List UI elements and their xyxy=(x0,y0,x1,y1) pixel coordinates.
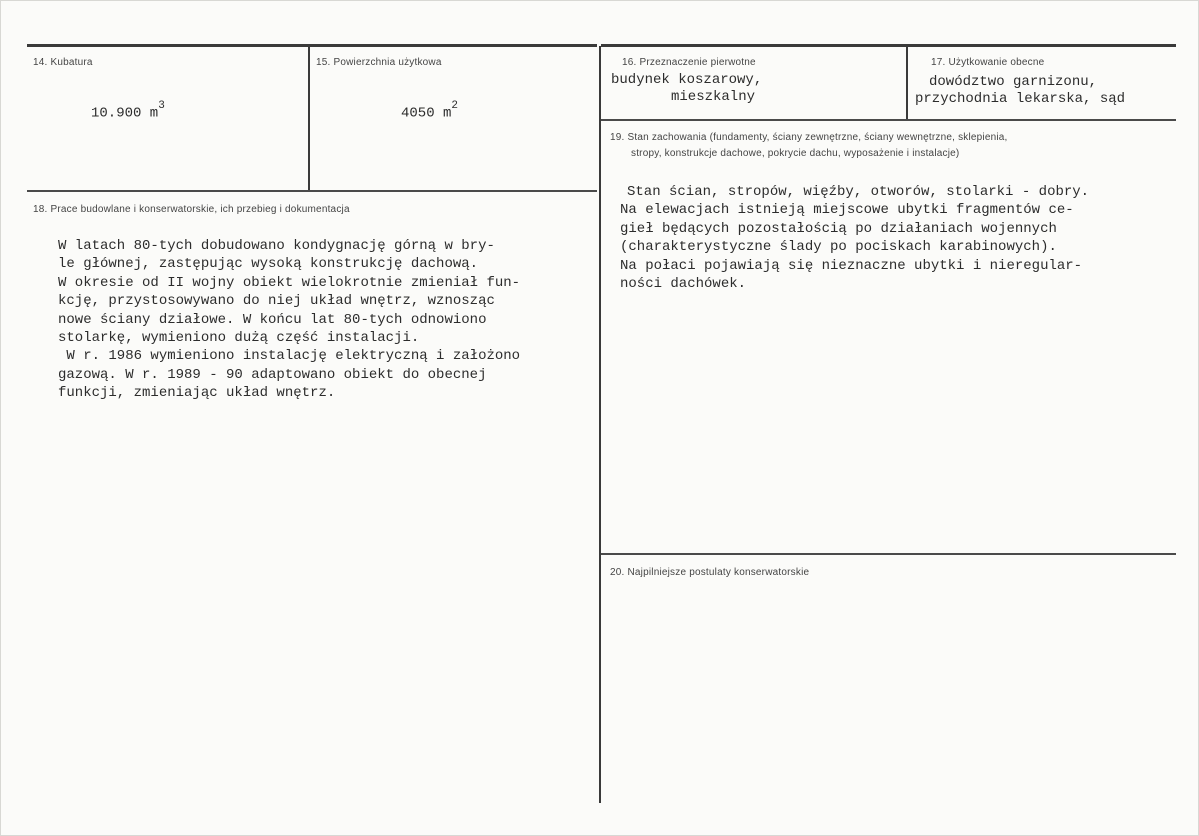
field-20-label: 20. Najpilniejsze postulaty konserwatorskie xyxy=(610,567,810,578)
field-16-line-2: mieszkalny xyxy=(671,89,756,105)
field-14-label: 14. Kubatura xyxy=(33,57,93,68)
divider-14-15 xyxy=(308,46,310,191)
field-19-label-line-1: 19. Stan zachowania (fundamenty, ściany zewnętrzne, ściany wewnętrzne, sklepienia, xyxy=(610,132,1008,143)
field-18-line: le głównej, zastępując wysoką konstrukcję dachową. xyxy=(58,256,479,273)
field-19-line: Stan ścian, stropów, więźby, otworów, stolarki - dobry. xyxy=(627,184,1090,200)
field-19-line: Na elewacjach istnieją miejscowe ubytki fragmentów ce- xyxy=(620,202,1074,219)
field-17-label: 17. Użytkowanie obecne xyxy=(931,57,1045,68)
divider-16-17 xyxy=(906,46,908,120)
field-18-label: 18. Prace budowlane i konserwatorskie, ich przebieg i dokumentacja xyxy=(33,204,350,215)
field-15-value: 4050 $m^2$ xyxy=(401,100,459,122)
field-18-line: W latach 80-tych dobudowano kondygnację górną w bry- xyxy=(58,238,495,254)
field-14-value: 10.900 $m^3$ xyxy=(91,100,165,122)
rule-above-20 xyxy=(601,553,1176,555)
field-18-line: W okresie od II wojny obiekt wielokrotnie zmieniał fun- xyxy=(58,274,521,291)
field-19-text xyxy=(620,183,1090,293)
top-rule-left xyxy=(27,44,597,47)
rule-under-16-17 xyxy=(601,119,1176,121)
field-18-line: gazową. W r. 1989 - 90 adaptowano obiekt do obecnej xyxy=(58,366,487,383)
field-18-line: kcję, przystosowywano do niej układ wnętrz, wznosząc xyxy=(58,293,495,310)
field-16-label: 16. Przeznaczenie pierwotne xyxy=(622,57,756,68)
field-19-line: gieł będących pozostałością po działaniach wojennych xyxy=(620,220,1057,237)
field-19-line: ności dachówek. xyxy=(620,276,747,293)
field-19-label-line-2: stropy, konstrukcje dachowe, pokrycie dachu, wyposażenie i instalacje) xyxy=(631,148,960,159)
field-19-line: Na połaci pojawiają się nieznaczne ubytki i nieregular- xyxy=(620,257,1083,274)
field-17-line-2: przychodnia lekarska, sąd xyxy=(915,91,1126,107)
field-18-line: stolarkę, wymieniono dużą część instalacji. xyxy=(58,330,420,347)
field-18-line: funkcji, zmieniając układ wnętrz. xyxy=(58,385,336,402)
field-18-line: W r. 1986 wymieniono instalację elektryczną i założono xyxy=(58,348,521,365)
field-19-line: (charakterystyczne ślady po pociskach karabinowych). xyxy=(620,239,1057,256)
rule-under-14-15 xyxy=(27,190,597,192)
divider-main xyxy=(599,46,601,803)
top-rule-right xyxy=(601,44,1176,47)
field-16-line-1: budynek koszarowy, xyxy=(611,72,763,88)
field-18-line: nowe ściany działowe. W końcu lat 80-tych odnowiono xyxy=(58,311,487,328)
field-18-text xyxy=(58,237,520,403)
field-15-label: 15. Powierzchnia użytkowa xyxy=(316,57,442,68)
field-17-line-1: dowództwo garnizonu, xyxy=(929,74,1098,90)
